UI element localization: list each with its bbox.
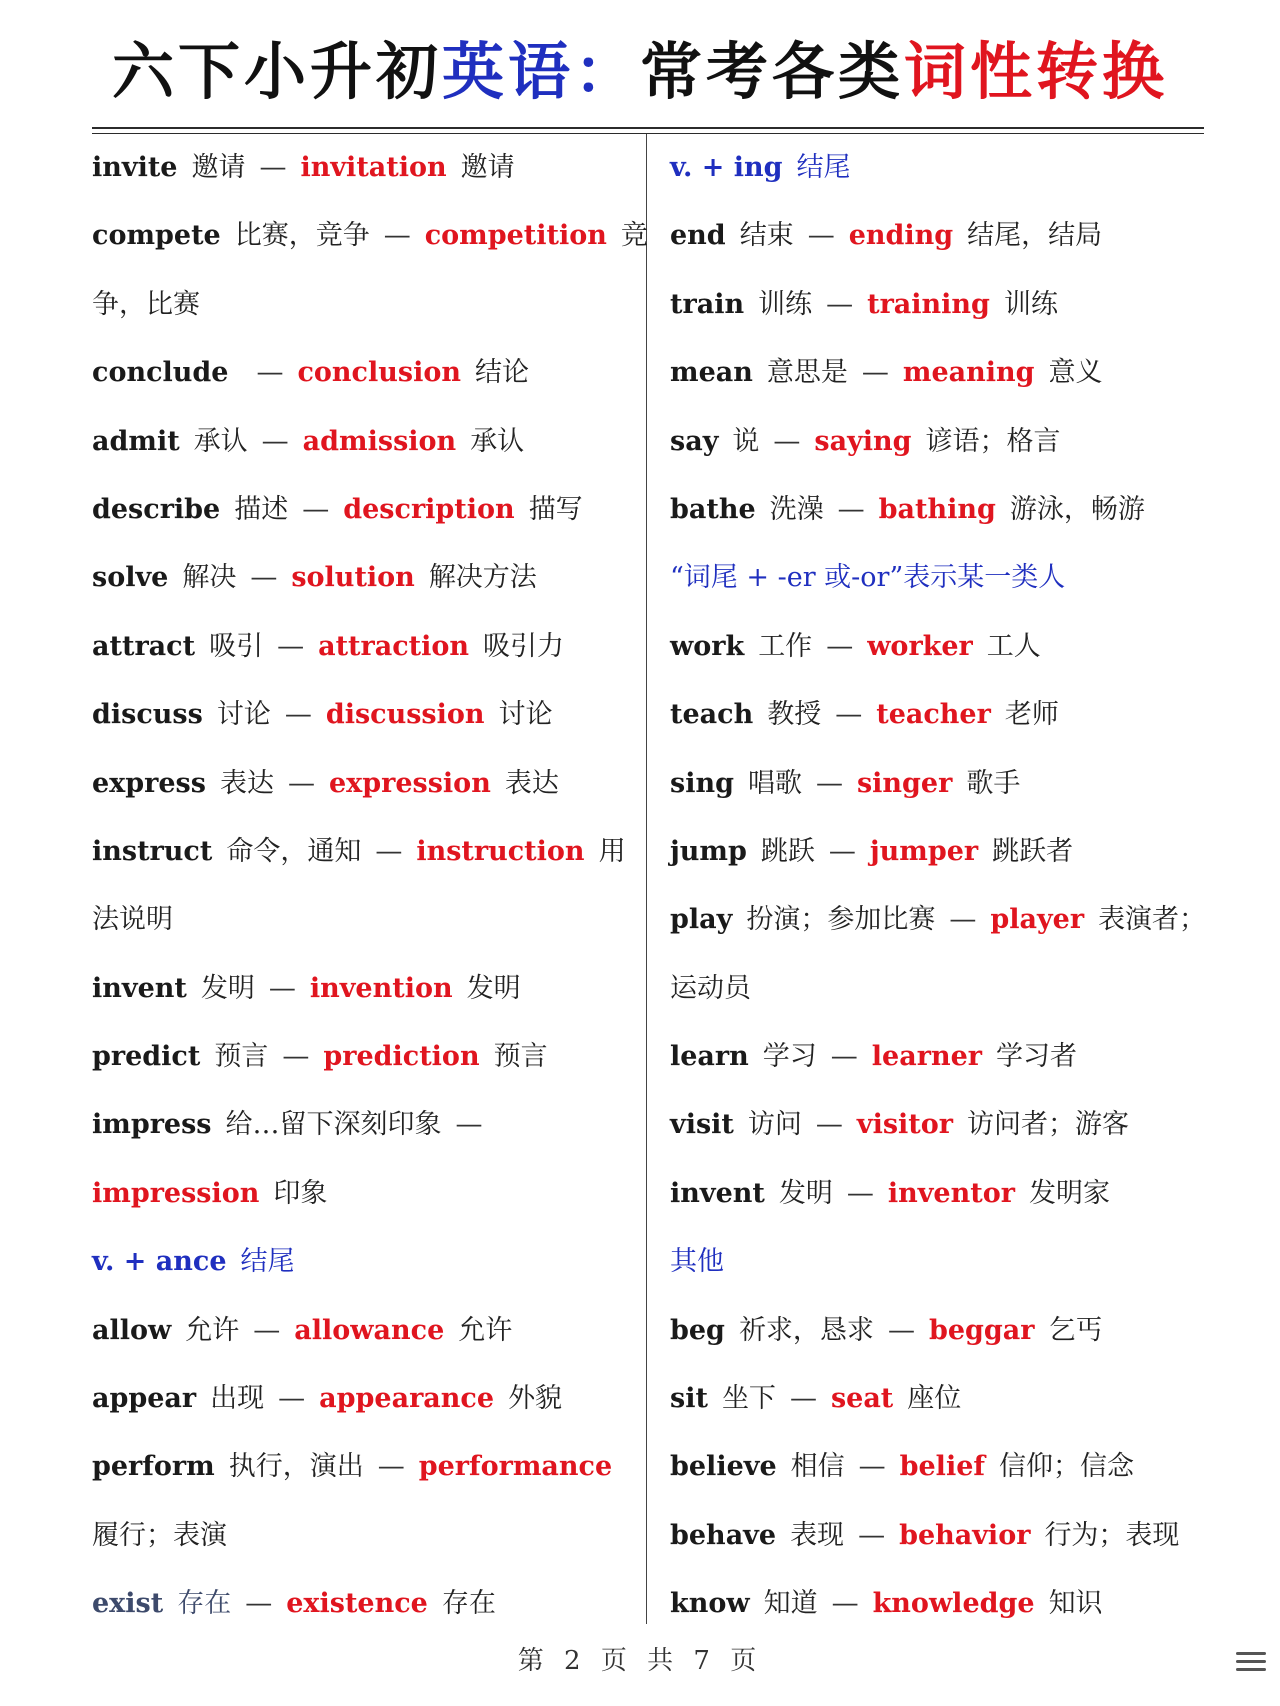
base-meaning: 讨论 xyxy=(216,699,271,731)
base-word: allow xyxy=(92,1314,172,1346)
derived-meaning: 座位 xyxy=(907,1383,962,1415)
derived-word: conclusion xyxy=(297,357,461,389)
title-rule xyxy=(92,127,1204,129)
derived-word: solution xyxy=(291,562,415,594)
base-word: appear xyxy=(92,1383,197,1415)
dash-separator: — xyxy=(830,1041,858,1073)
list-item xyxy=(92,613,628,681)
dash-separator: — xyxy=(253,1314,281,1346)
derived-meaning: 预言 xyxy=(493,1041,548,1073)
derived-word: worker xyxy=(867,630,973,662)
list-item xyxy=(670,681,1210,749)
derived-word: saying xyxy=(814,425,912,457)
base-meaning: 知道 xyxy=(763,1588,818,1620)
base-meaning: 存在 xyxy=(177,1588,232,1620)
derived-word: invention xyxy=(309,972,453,1004)
list-item xyxy=(670,271,1210,339)
base-meaning: 意思是 xyxy=(766,357,848,389)
derived-word: training xyxy=(867,288,990,320)
derived-meaning: 跳跃者 xyxy=(992,835,1074,867)
base-word: attract xyxy=(92,630,196,662)
derived-word: performance xyxy=(418,1451,613,1483)
base-word: exist xyxy=(92,1588,164,1620)
derived-word: competition xyxy=(424,220,607,252)
base-word: invent xyxy=(92,972,187,1004)
derived-meaning: 邀请 xyxy=(460,152,515,183)
derived-meaning: 发明家 xyxy=(1028,1177,1110,1209)
list-item xyxy=(670,476,1210,544)
base-word: beg xyxy=(670,1314,725,1346)
dash-separator: — xyxy=(302,493,330,525)
base-meaning: 描述 xyxy=(234,493,289,525)
derived-meaning: 讨论 xyxy=(498,699,553,731)
list-item xyxy=(670,408,1210,476)
derived-word: bathing xyxy=(878,493,996,525)
derived-meaning: 承认 xyxy=(470,425,525,457)
list-item xyxy=(670,1297,1210,1365)
dash-separator: — xyxy=(858,1451,886,1483)
base-word: bathe xyxy=(670,493,756,525)
list-item xyxy=(670,544,1210,612)
list-item xyxy=(670,1433,1210,1501)
base-meaning: 邀请 xyxy=(191,152,246,183)
title-part-1: 六下小升初 xyxy=(111,35,442,108)
base-word: sit xyxy=(670,1383,708,1415)
derived-meaning: 意义 xyxy=(1048,357,1103,389)
dash-separator: — xyxy=(277,630,305,662)
derived-word: visitor xyxy=(856,1109,953,1141)
derived-meaning: 用 xyxy=(598,835,626,867)
dash-separator: — xyxy=(826,630,854,662)
section-heading xyxy=(92,1246,295,1277)
base-word: learn xyxy=(670,1041,749,1073)
list-item xyxy=(92,1160,628,1228)
derived-meaning: 表达 xyxy=(504,767,559,799)
base-meaning: 给…留下深刻印象 xyxy=(225,1109,442,1141)
derived-meaning: 工人 xyxy=(986,630,1041,662)
derived-meaning: 印象 xyxy=(273,1177,328,1209)
right-column xyxy=(670,134,1210,1639)
list-item xyxy=(670,339,1210,407)
section-heading xyxy=(670,152,851,183)
derived-word: teacher xyxy=(876,699,991,731)
base-word: work xyxy=(670,630,745,662)
dash-separator: — xyxy=(949,904,977,936)
derived-meaning: 允许 xyxy=(458,1314,513,1346)
base-meaning: 解决 xyxy=(182,562,237,594)
base-meaning: 工作 xyxy=(758,630,813,662)
base-word: perform xyxy=(92,1451,215,1483)
section-heading-zh: 结尾 xyxy=(240,1246,295,1278)
derived-word: seat xyxy=(830,1383,894,1415)
derived-word: instruction xyxy=(416,835,585,867)
base-word: train xyxy=(670,288,745,320)
derived-meaning: 解决方法 xyxy=(428,562,537,594)
dash-separator: — xyxy=(287,767,315,799)
list-item xyxy=(92,1091,628,1159)
dash-separator: — xyxy=(835,699,863,731)
derived-meaning: 歌手 xyxy=(966,767,1021,799)
base-meaning: 允许 xyxy=(185,1314,240,1346)
derived-meaning: 吸引力 xyxy=(483,630,565,662)
base-word: say xyxy=(670,425,719,457)
base-meaning: 发明 xyxy=(200,972,255,1004)
list-item xyxy=(670,955,1210,1023)
list-item xyxy=(92,544,628,612)
derived-meaning: 学习者 xyxy=(996,1041,1077,1073)
list-item xyxy=(92,271,628,339)
derived-meaning: 训练 xyxy=(1003,288,1058,320)
derived-word: invitation xyxy=(300,152,447,183)
base-meaning: 承认 xyxy=(193,425,248,457)
list-item xyxy=(670,202,1210,270)
base-word: invent xyxy=(670,1177,765,1209)
base-meaning: 表达 xyxy=(219,767,274,799)
derived-word: jumper xyxy=(869,835,979,867)
list-item xyxy=(92,1502,628,1570)
derived-word: discussion xyxy=(325,699,485,731)
base-word: jump xyxy=(670,835,747,867)
derived-meaning: 结尾，结局 xyxy=(967,220,1103,252)
base-word: predict xyxy=(92,1041,201,1073)
title-part-3: 常考各类 xyxy=(640,35,905,108)
dash-separator: — xyxy=(807,220,835,252)
list-item xyxy=(92,1570,628,1638)
list-item xyxy=(92,955,628,1023)
base-meaning: 学习 xyxy=(762,1041,817,1073)
continuation-text: 运动员 xyxy=(670,972,751,1004)
dash-separator: — xyxy=(268,972,296,1004)
base-word: describe xyxy=(92,493,221,525)
continuation-text: 履行；表演 xyxy=(92,1519,227,1551)
derived-word: behavior xyxy=(899,1519,1031,1551)
base-meaning: 出现 xyxy=(210,1383,265,1415)
left-column xyxy=(92,134,648,1639)
list-item xyxy=(92,1433,628,1501)
derived-word: learner xyxy=(871,1041,982,1073)
list-item xyxy=(92,476,628,544)
derived-meaning: 知识 xyxy=(1048,1588,1103,1620)
list-item xyxy=(670,1570,1210,1638)
derived-word: impression xyxy=(92,1177,260,1209)
base-word: discuss xyxy=(92,699,203,731)
dash-separator: — xyxy=(858,1519,886,1551)
base-word: believe xyxy=(670,1451,777,1483)
dash-separator: — xyxy=(789,1383,817,1415)
derived-meaning: 游泳，畅游 xyxy=(1009,493,1145,525)
derived-meaning: 竞 xyxy=(620,220,648,252)
column-divider xyxy=(646,134,647,1624)
base-word: solve xyxy=(92,562,169,594)
derived-word: admission xyxy=(302,425,457,457)
list-item xyxy=(92,750,628,818)
derived-meaning: 发明 xyxy=(466,972,521,1004)
dash-separator: — xyxy=(278,1383,306,1415)
derived-meaning: 访问者；游客 xyxy=(966,1109,1129,1141)
base-word: express xyxy=(92,767,206,799)
list-item xyxy=(92,1365,628,1433)
derived-word: description xyxy=(343,493,515,525)
base-word: visit xyxy=(670,1109,734,1141)
base-meaning: 扮演；参加比赛 xyxy=(746,904,936,936)
derived-word: appearance xyxy=(319,1383,495,1415)
dash-separator: — xyxy=(250,562,278,594)
dash-separator: — xyxy=(256,357,284,389)
base-word: admit xyxy=(92,425,180,457)
dash-separator: — xyxy=(261,425,289,457)
derived-word: ending xyxy=(848,220,954,252)
base-meaning: 洗澡 xyxy=(769,493,824,525)
list-item xyxy=(92,339,628,407)
list-item xyxy=(92,681,628,749)
dash-separator: — xyxy=(831,1588,859,1620)
base-meaning: 祈求，恳求 xyxy=(738,1314,874,1346)
list-item xyxy=(670,1160,1210,1228)
base-meaning: 预言 xyxy=(214,1041,269,1073)
list-item xyxy=(670,886,1210,954)
base-word: invite xyxy=(92,152,178,183)
dash-separator: — xyxy=(375,835,403,867)
base-meaning: 跳跃 xyxy=(760,835,815,867)
dash-separator: — xyxy=(861,357,889,389)
list-item xyxy=(92,1023,628,1091)
dash-separator: — xyxy=(846,1177,874,1209)
derived-word: knowledge xyxy=(872,1588,1035,1620)
base-meaning: 唱歌 xyxy=(747,767,802,799)
base-meaning: 访问 xyxy=(747,1109,802,1141)
section-heading: “词尾 + -er 或-or”表示某一类人 xyxy=(670,562,1066,594)
derived-word: beggar xyxy=(928,1314,1035,1346)
section-heading: 其他 xyxy=(670,1246,724,1278)
base-meaning: 命令，通知 xyxy=(226,835,362,867)
dash-separator: — xyxy=(826,288,854,320)
dash-separator: — xyxy=(837,493,865,525)
derived-word: allowance xyxy=(294,1314,445,1346)
list-item xyxy=(92,408,628,476)
derived-word: inventor xyxy=(887,1177,1015,1209)
base-meaning: 坐下 xyxy=(721,1383,776,1415)
base-word: impress xyxy=(92,1109,212,1141)
list-item xyxy=(670,750,1210,818)
base-meaning: 结束 xyxy=(739,220,794,252)
derived-meaning: 描写 xyxy=(528,493,583,525)
dash-separator: — xyxy=(773,425,801,457)
base-word: sing xyxy=(670,767,734,799)
base-word: compete xyxy=(92,220,221,252)
dash-separator: — xyxy=(828,835,856,867)
base-meaning: 比赛，竞争 xyxy=(234,220,370,252)
derived-word: prediction xyxy=(323,1041,480,1073)
base-word: teach xyxy=(670,699,754,731)
derived-meaning: 外貌 xyxy=(508,1383,563,1415)
title-part-2: 英语： xyxy=(441,35,640,108)
section-heading-text: v. + ance xyxy=(92,1246,227,1278)
dash-separator: — xyxy=(815,1109,843,1141)
derived-word: singer xyxy=(856,767,953,799)
dash-separator: — xyxy=(383,220,411,252)
derived-meaning: 老师 xyxy=(1004,699,1059,731)
derived-word: belief xyxy=(899,1451,985,1483)
base-meaning: 相信 xyxy=(790,1451,845,1483)
list-item xyxy=(670,613,1210,681)
base-meaning: 表现 xyxy=(790,1519,845,1551)
derived-meaning: 结论 xyxy=(474,357,529,389)
derived-meaning: 乞丐 xyxy=(1048,1314,1103,1346)
list-item xyxy=(670,134,1210,202)
dash-separator: — xyxy=(815,767,843,799)
continuation-text: 争，比赛 xyxy=(92,288,200,320)
list-item xyxy=(92,1297,628,1365)
derived-meaning: 信仰；信念 xyxy=(999,1451,1134,1483)
list-item xyxy=(670,1228,1210,1296)
menu-icon[interactable] xyxy=(1236,1652,1266,1676)
base-meaning: 执行，演出 xyxy=(228,1451,364,1483)
list-item xyxy=(92,1228,628,1296)
derived-meaning: 表演者； xyxy=(1098,904,1207,936)
base-word: mean xyxy=(670,357,753,389)
dash-separator: — xyxy=(245,1588,273,1620)
base-word: conclude xyxy=(92,357,229,389)
derived-meaning: 存在 xyxy=(441,1588,496,1620)
base-word: play xyxy=(670,904,733,936)
derived-word: expression xyxy=(328,767,491,799)
base-meaning: 发明 xyxy=(778,1177,833,1209)
dash-separator: — xyxy=(282,1041,310,1073)
derived-meaning: 行为；表现 xyxy=(1044,1519,1180,1551)
dash-separator: — xyxy=(455,1109,483,1141)
list-item xyxy=(92,202,648,270)
page-title xyxy=(0,22,1280,111)
list-item xyxy=(670,1365,1210,1433)
list-item xyxy=(670,818,1210,886)
list-item xyxy=(92,134,628,202)
dash-separator: — xyxy=(887,1314,915,1346)
list-item xyxy=(92,886,628,954)
base-meaning: 吸引 xyxy=(209,630,264,662)
dash-separator: — xyxy=(284,699,312,731)
base-meaning: 训练 xyxy=(758,288,813,320)
base-word: end xyxy=(670,220,726,252)
base-word: behave xyxy=(670,1519,777,1551)
title-part-4: 词性转换 xyxy=(904,35,1169,108)
list-item xyxy=(670,1502,1210,1570)
derived-word: existence xyxy=(286,1588,428,1620)
section-heading-text: v. + ing xyxy=(670,152,783,183)
derived-word: player xyxy=(990,904,1085,936)
base-meaning: 教授 xyxy=(767,699,822,731)
derived-meaning: 谚语；格言 xyxy=(925,425,1061,457)
derived-word: attraction xyxy=(318,630,470,662)
page-footer: 第 2 页 共 7 页 xyxy=(517,1646,763,1676)
list-item xyxy=(670,1091,1210,1159)
dash-separator: — xyxy=(377,1451,405,1483)
base-word: instruct xyxy=(92,835,213,867)
section-heading-zh: 结尾 xyxy=(796,152,851,183)
list-item xyxy=(92,818,628,886)
base-word: know xyxy=(670,1588,750,1620)
dash-separator: — xyxy=(259,152,287,183)
base-meaning: 说 xyxy=(732,425,760,457)
list-item xyxy=(670,1023,1210,1091)
continuation-text: 法说明 xyxy=(92,904,173,936)
derived-word: meaning xyxy=(902,357,1035,389)
